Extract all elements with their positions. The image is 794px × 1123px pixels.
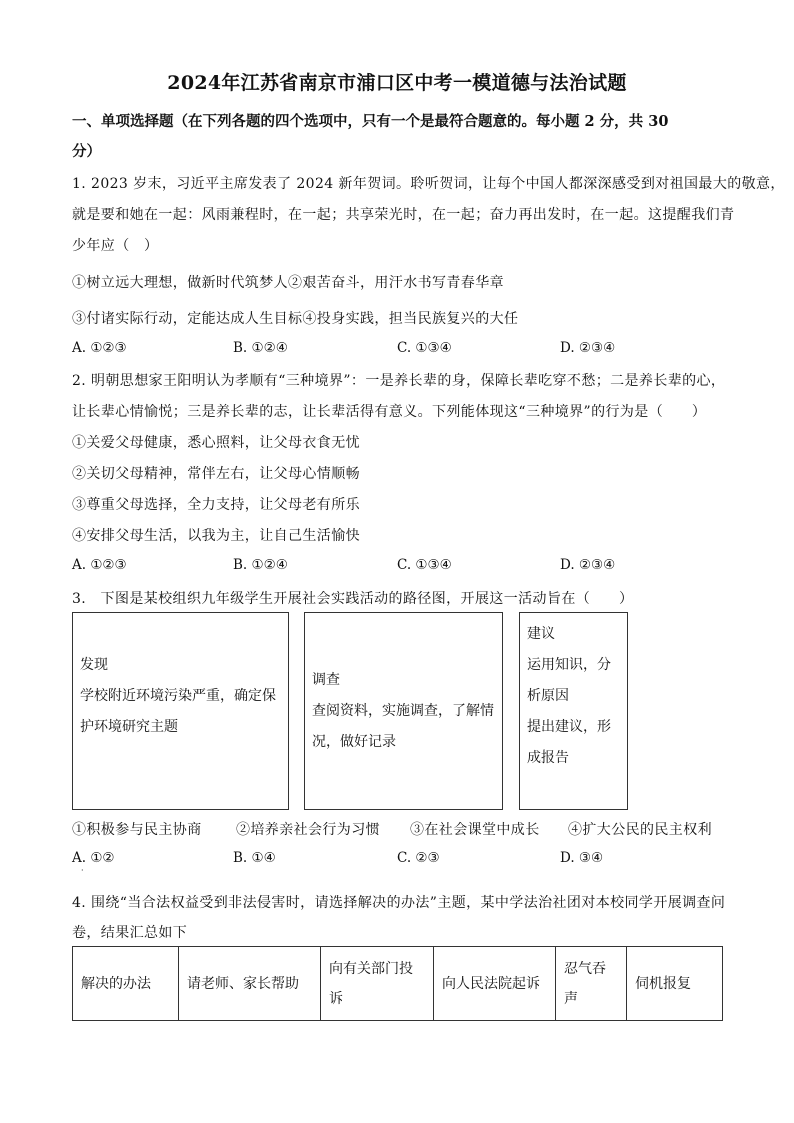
q2-item-1: ①关爱父母健康，悉心照料，让父母衣食无忧 [72, 435, 360, 451]
q4-stem-line1: 4. 围绕“当合法权益受到非法侵害时，请选择解决的办法”主题，某中学法治社团对本校同学开展调查问 [72, 895, 726, 911]
box-line: 调查 [312, 672, 340, 688]
q1-stem-line3: 少年应（ ） [72, 238, 159, 254]
page-title: 2024年江苏省南京市浦口区中考一模道德与法治试题 [167, 72, 627, 94]
table-cell: 向有关部门投诉 [321, 947, 434, 1021]
q1-option-c: C. ①③④ [397, 340, 452, 356]
q2-item-4: ④安排父母生活，以我为主，让自己生活愉快 [72, 528, 360, 544]
box-line: 提出建议，形 [527, 719, 611, 735]
table-row [73, 947, 723, 1021]
table-cell: 请老师、家长帮助 [179, 947, 321, 1021]
q1-stem-line2: 就是要和她在一起：风雨兼程时，在一起；共享荣光时，在一起；奋力再出发时，在一起。这提醒我们青 [72, 207, 735, 223]
box-line: 学校附近环境污染严重，确定保 [80, 688, 276, 704]
q3-item-1: ①积极参与民主协商 [72, 822, 202, 838]
q2-option-d: D. ②③④ [560, 557, 616, 573]
box-line: 运用知识，分 [527, 657, 611, 673]
q1-item-2: ③付诸实际行动，定能达成人生目标④投身实践，担当民族复兴的大任 [72, 311, 519, 327]
box-line: 建议 [527, 626, 555, 642]
section-heading-line2: 分） [72, 143, 101, 160]
q2-stem-line1: 2. 明朝思想家王阳明认为孝顺有“三种境界”：一是养长辈的身，保障长辈吃穿不愁；二是养长辈的心， [72, 373, 726, 389]
q2-item-2: ②关切父母精神，常伴左右，让父母心情顺畅 [72, 466, 360, 482]
q2-option-b: B. ①②④ [233, 557, 288, 573]
q1-item-1: ①树立远大理想，做新时代筑梦人②艰苦奋斗，用汗水书写青春华章 [72, 275, 504, 291]
box-line: 析原因 [527, 688, 569, 704]
stray-dot: · [81, 866, 84, 875]
q2-item-3: ③尊重父母选择，全力支持，让父母老有所乐 [72, 497, 360, 513]
q3-stem: 3. 下图是某校组织九年级学生开展社会实践活动的路径图，开展这一活动旨在（ ） [72, 591, 634, 607]
q1-option-d: D. ②③④ [560, 340, 616, 356]
q3-option-a: A. ①② [72, 850, 115, 866]
q3-item-3: ③在社会课堂中成长 [410, 822, 540, 838]
q2-option-c: C. ①③④ [397, 557, 452, 573]
q2-stem-line2: 让长辈心情愉悦；三是养长辈的志，让长辈活得有意义。下列能体现这“三种境界”的行为是（ ） [72, 404, 707, 420]
q1-stem-line1: 1. 2023 岁末，习近平主席发表了 2024 新年贺词。聆听贺词，让每个中国人都深深感受到对祖国最大的敬意， [72, 176, 785, 192]
q3-option-d: D. ③④ [560, 850, 604, 866]
survey-table [72, 946, 723, 1021]
q3-option-b: B. ①④ [233, 850, 276, 866]
q1-option-a: A. ①②③ [72, 340, 127, 356]
box-line: 发现 [80, 657, 108, 673]
box-line: 护环境研究主题 [80, 719, 178, 735]
q3-option-c: C. ②③ [397, 850, 440, 866]
q4-stem-line2: 卷，结果汇总如下 [72, 925, 188, 941]
path-box-discover-text [80, 650, 276, 743]
table-cell: 忍气吞声 [556, 947, 627, 1021]
box-line: 成报告 [527, 750, 569, 766]
table-cell: 伺机报复 [627, 947, 723, 1021]
path-box-suggest-text [527, 619, 611, 774]
section-heading-line1: 一、单项选择题（在下列各题的四个选项中，只有一个是最符合题意的。每小题 2 分，共 30 [72, 113, 669, 130]
box-line: 查阅资料，实施调查，了解情 [312, 703, 494, 719]
q3-item-4: ④扩大公民的民主权利 [568, 822, 712, 838]
q3-item-2: ②培养亲社会行为习惯 [236, 822, 380, 838]
table-cell: 解决的办法 [73, 947, 179, 1021]
table-cell: 向人民法院起诉 [434, 947, 556, 1021]
box-line: 况，做好记录 [312, 734, 396, 750]
q2-option-a: A. ①②③ [72, 557, 127, 573]
q1-option-b: B. ①②④ [233, 340, 288, 356]
path-box-investigate-text [312, 665, 494, 758]
